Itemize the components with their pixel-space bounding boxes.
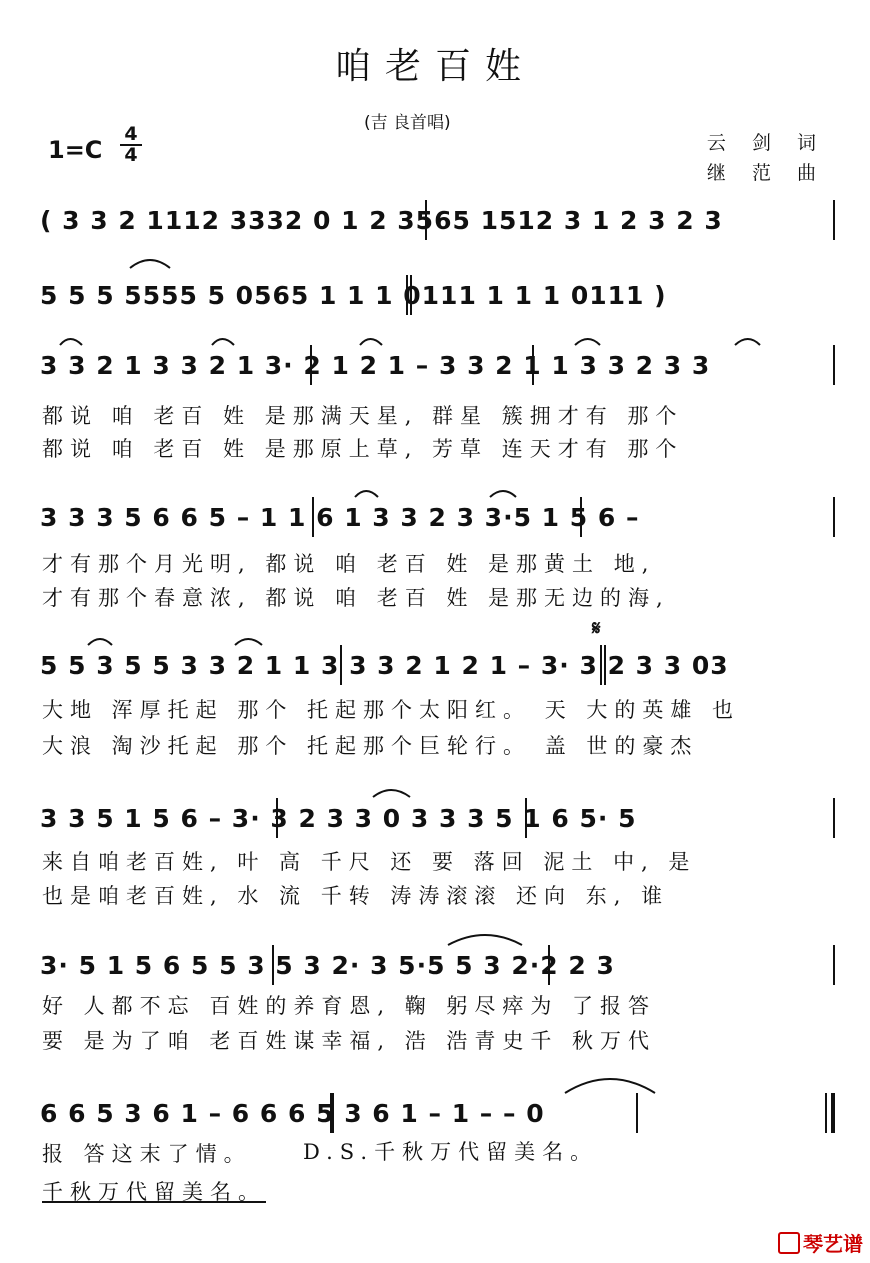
lyricist-credit: 云 剑 词 bbox=[706, 132, 826, 154]
lyrics-verse-2: 要 是为了咱 老百姓谋幸福, 浩 浩青史千 秋万代 bbox=[42, 1029, 657, 1053]
lyrics-verse-1: 都说 咱 老百 姓 是那满天星, 群星 簇拥才有 那个 bbox=[42, 404, 684, 428]
slur-arc bbox=[88, 639, 112, 645]
slur-arc bbox=[490, 491, 516, 497]
segno-sign: 𝄋 bbox=[592, 616, 601, 640]
lyrics-verse-2: 也是咱老百姓, 水 流 千转 涛涛滚滚 还向 东, 谁 bbox=[42, 884, 670, 908]
slur-arc bbox=[373, 790, 410, 797]
lyrics-ending: 千秋万代留美名。 bbox=[42, 1180, 266, 1204]
notes-line: 6 6 5 3 6 1 – 6 6 6 5 3 6 1 – 1 – – 0 bbox=[40, 1099, 545, 1128]
page-title: 咱老百姓 bbox=[334, 46, 535, 87]
slur-arc bbox=[355, 491, 378, 497]
key-signature: 1=C bbox=[48, 136, 103, 164]
lyrics-verse-2: 才有那个春意浓, 都说 咱 老百 姓 是那无边的海, bbox=[42, 586, 670, 610]
notes-line: 3· 5 1 5 6 5 5 3 5 3 2· 3 5·5 5 3 2·2 2 3 bbox=[40, 951, 615, 980]
notes-line: ( 3 3 2 1112 3332 0 1 2 3565 1512 3 1 2 3 2 3 bbox=[40, 206, 723, 235]
slur-arc bbox=[735, 339, 760, 345]
lyrics-verse-1: 才有那个月光明, 都说 咱 老百 姓 是那黄土 地, bbox=[42, 552, 656, 576]
notes-line: 3 3 3 5 6 6 5 – 1 1 6 1 3 3 2 3 3·5 1 5 6 – bbox=[40, 503, 640, 532]
notes-line: 5 5 5 5555 5 0565 1 1 1 0111 1 1 1 0111 ) bbox=[40, 281, 667, 310]
slur-arc bbox=[130, 260, 170, 268]
slur-arc bbox=[212, 339, 234, 345]
composer-credit: 继 范 曲 bbox=[706, 162, 826, 184]
lyrics-verse-1: 来自咱老百姓, 叶 高 千尺 还 要 落回 泥土 中, 是 bbox=[42, 850, 697, 874]
lyrics-verse-2: 大浪 淘沙托起 那个 托起那个巨轮行。 盖 世的豪杰 bbox=[42, 734, 699, 758]
slur-arc bbox=[235, 639, 262, 645]
singer-credit: (吉 良首唱) bbox=[364, 113, 451, 133]
logo-text: 琴艺谱 bbox=[803, 1232, 863, 1256]
time-signature-bottom: 4 bbox=[120, 144, 142, 165]
lyrics-verse-1: 大地 浑厚托起 那个 托起那个太阳红。 天 大的英雄 也 bbox=[42, 698, 741, 722]
slur-arc bbox=[575, 339, 600, 345]
lyrics-verse-1: 好 人都不忘 百姓的养育恩, 鞠 躬尽瘁为 了报答 bbox=[42, 994, 657, 1018]
slur-arc bbox=[448, 935, 522, 945]
notes-line: 3 3 5 1 5 6 – 3· 3 2 3 3 0 3 3 3 5 1 6 5· 5 bbox=[40, 804, 637, 833]
notes-line: 3 3 2 1 3 3 2 1 3· 2 1 2 1 – 3 3 2 1 1 3 3 2 3 3 bbox=[40, 351, 711, 380]
lyrics-verse-2: 都说 咱 老百 姓 是那原上草, 芳草 连天才有 那个 bbox=[42, 437, 684, 461]
slur-arc bbox=[565, 1079, 655, 1093]
slur-arc bbox=[60, 339, 82, 345]
lyrics-verse-1: 报 答这末了情。 bbox=[42, 1142, 252, 1166]
time-signature-top: 4 bbox=[124, 123, 138, 145]
ds-instruction: D.S.千秋万代留美名。 bbox=[303, 1140, 599, 1164]
slur-arc bbox=[360, 339, 382, 345]
notes-line: 5 5 3 5 5 3 3 2 1 1 3 3 3 2 1 2 1 – 3· 3 2 3 3 03 bbox=[40, 651, 729, 680]
